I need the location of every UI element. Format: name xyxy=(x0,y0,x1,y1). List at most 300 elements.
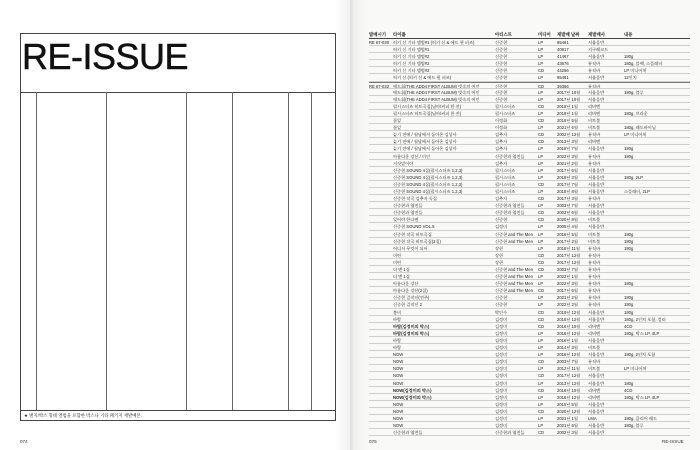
table-row xyxy=(369,280,690,287)
cell-title: 꽃잎 xyxy=(393,125,402,131)
cell-title: NOW(김정미의 박스) xyxy=(393,387,432,393)
cell-artist: 김정미 xyxy=(495,359,508,365)
cell-media: CD xyxy=(538,196,545,202)
cell-reissue-date: 2016년 12월 xyxy=(557,352,581,358)
cell-label: 지구레코드 xyxy=(588,47,609,53)
cell-artist: 김정미 xyxy=(495,401,508,407)
cell-release-period xyxy=(369,344,392,350)
cell-artist: 신중현 xyxy=(495,89,508,95)
cell-artist: 장현 xyxy=(495,245,504,251)
cell-notes xyxy=(624,223,690,229)
cell-title: 신중현 SOUND 4집(펄시스터즈 1,2,3) xyxy=(393,174,463,180)
cell-notes: 180g, 클리어 레드 xyxy=(624,415,658,421)
cell-artist: 신중현 xyxy=(495,96,508,102)
table-row xyxy=(369,209,690,216)
cell-reissue-date: 2017년 10월 xyxy=(557,89,581,95)
cell-artist: 신중현 xyxy=(495,75,508,81)
cell-artist: 펄시스터즈 xyxy=(495,188,516,194)
cell-notes: 180g xyxy=(624,231,634,237)
cell-title: NOW(김정미의 박스) xyxy=(393,394,432,400)
header-media: 미디어 xyxy=(538,32,551,37)
table-row xyxy=(369,415,690,422)
cell-reissue-date: 2017년 6월 xyxy=(557,167,578,173)
page-number-left: 074 xyxy=(20,439,28,444)
cell-label: 뮤직바 xyxy=(588,252,601,258)
cell-notes: 180g, 2인치 포함 xyxy=(624,352,656,358)
cell-artist: 펄시스터즈 xyxy=(495,181,516,187)
cell-release-period xyxy=(369,223,392,229)
cell-artist: 이정화 xyxy=(495,118,508,124)
cell-release-period xyxy=(369,238,392,244)
cell-reissue-date: 95461 xyxy=(557,40,569,45)
cell-release-period xyxy=(369,160,392,166)
table-row xyxy=(369,216,690,223)
cell-media: CD xyxy=(538,118,545,124)
cell-artist: 이정화 xyxy=(495,125,508,131)
cell-notes: 180g, 브라운 xyxy=(624,110,648,116)
cell-reissue-date: 2021년 2월 xyxy=(557,295,578,301)
cell-notes: 180g, 2LP xyxy=(624,174,644,180)
cell-label: 서울음반 xyxy=(588,96,605,102)
cell-release-period xyxy=(369,195,392,201)
cell-media: CD xyxy=(538,316,545,322)
cell-reissue-date: 2017년 7월 xyxy=(557,181,578,187)
cell-media: LP xyxy=(538,174,544,180)
cell-media: CD xyxy=(538,217,545,223)
cell-title: 히키 신 기타 앨범#2 xyxy=(393,61,430,67)
cell-title: 거짓말이야 xyxy=(393,160,414,166)
table-row xyxy=(369,394,690,401)
cell-notes xyxy=(624,287,690,293)
cell-label: 뮤직바 xyxy=(588,153,601,159)
table-row xyxy=(369,330,690,337)
table-row xyxy=(369,195,690,202)
cell-media: CD xyxy=(538,103,545,109)
cell-reissue-date: 2002년 3월 xyxy=(557,430,578,436)
cell-release-period xyxy=(369,74,392,80)
cell-media: LP xyxy=(538,337,544,343)
cell-notes: 180g, 블랙, 스플래터 xyxy=(624,61,663,67)
cell-title: 더 멘 1집 xyxy=(393,274,410,280)
cell-title: 신중현 작곡 김추자 독집 xyxy=(393,196,437,202)
cell-notes xyxy=(624,195,690,201)
cell-notes xyxy=(624,46,690,52)
cell-media: CD xyxy=(538,288,545,294)
cell-release-period xyxy=(369,124,392,130)
cell-reissue-date: 2016년 12월 xyxy=(557,394,581,400)
cell-release-period xyxy=(369,202,392,208)
cell-release-period xyxy=(369,394,392,400)
cell-reissue-date: 95461 xyxy=(557,75,569,81)
cell-release-period xyxy=(369,294,392,300)
table-row xyxy=(369,74,690,81)
cell-notes: LP 미니어처 xyxy=(624,68,647,74)
cell-title: 펄시스터즈 히트곡집(님아/커피 한 잔) xyxy=(393,110,462,116)
cell-media: LP xyxy=(538,352,544,358)
cell-media: LP xyxy=(538,231,544,237)
cell-reissue-date: 2019년 12월 xyxy=(557,309,581,315)
cell-notes: LP 미니어처 xyxy=(624,366,647,372)
cell-title: 늦기 전에 / 월남에서 돌아온 김상사 xyxy=(393,139,457,145)
table-row xyxy=(369,103,690,110)
table-row xyxy=(369,131,690,138)
cell-reissue-date: 2017년 10월 xyxy=(557,96,581,102)
table-row xyxy=(369,117,690,124)
cell-label: 서울음반 xyxy=(588,40,605,45)
cell-artist: 김정미 xyxy=(495,380,508,386)
cell-label: 서울음반 xyxy=(588,401,605,407)
cell-title: NOW xyxy=(393,401,404,407)
cell-artist: 신중현과 엽전들 xyxy=(495,203,525,209)
cell-notes: 180g xyxy=(624,238,634,244)
cell-notes xyxy=(624,408,690,414)
cell-artist: 신중현 and The Men xyxy=(495,281,533,287)
cell-title: 애드훠(THE ADD4 FIRST ALBUM) 빗속의 여인 xyxy=(393,83,480,88)
cell-notes: 180g xyxy=(624,380,634,386)
cell-release-period xyxy=(369,117,392,123)
cell-media: LP xyxy=(538,295,544,301)
cell-artist: 신중현 and The Men xyxy=(495,274,533,280)
cell-reissue-date: 2020년 12월 xyxy=(557,408,581,414)
cell-label: 서울음반 xyxy=(588,408,605,414)
cell-notes xyxy=(624,103,690,109)
table-row xyxy=(369,60,690,67)
table-row xyxy=(369,287,690,294)
table-row xyxy=(369,188,690,195)
cell-artist: 김정미 xyxy=(495,366,508,372)
cell-label: 뮤직바 xyxy=(588,61,601,67)
cell-reissue-date: 2016년 12월 xyxy=(557,316,581,322)
cell-artist: 김정미 xyxy=(495,224,508,230)
cell-label: LMA xyxy=(588,415,597,421)
cell-media: CD xyxy=(538,408,545,414)
cell-artist: 신중현과 엽전들 xyxy=(495,430,525,436)
cell-title: 애드훠(THE ADD4 FIRST ALBUM) 빗속의 여인 xyxy=(393,96,480,102)
cell-media: LP xyxy=(538,302,544,308)
cell-label: 뮤직바 xyxy=(588,288,601,294)
cell-label: 서울음반 xyxy=(588,89,605,95)
cell-artist: 신중현과 엽전들 xyxy=(495,210,525,216)
table-row xyxy=(369,96,690,103)
table-row xyxy=(369,365,690,372)
table-row xyxy=(369,380,690,387)
cell-label: 서울음반 xyxy=(588,174,605,180)
cell-release-period xyxy=(369,103,392,109)
cell-notes: 180g, 박스 LP, 4LP xyxy=(624,330,660,336)
cell-reissue-date: 2022년 1월 xyxy=(557,274,578,280)
cell-reissue-date: 2016년 5월 xyxy=(557,231,578,237)
cell-title: 바람 xyxy=(393,345,402,351)
cell-title: 히키 신 기타 앨범#2 xyxy=(393,68,430,74)
cell-label: 서울음반 xyxy=(588,309,605,315)
cell-release-period xyxy=(369,408,392,414)
cell-media: CD xyxy=(538,139,545,145)
cell-title: 어디서 무엇이 되어 xyxy=(393,245,428,251)
cell-notes: 180g xyxy=(624,295,634,301)
cell-release-period xyxy=(369,209,392,215)
cell-media: LP xyxy=(538,245,544,251)
cell-release-period xyxy=(369,429,392,435)
cell-media: LP xyxy=(538,330,544,336)
cell-media: CD xyxy=(538,387,545,393)
cell-notes: LP 미니어처 xyxy=(624,132,647,138)
cell-artist: 신중현 xyxy=(495,83,508,88)
cell-title: 신중현 SOUND 4집(펄시스터즈 1,2,3) xyxy=(393,188,463,194)
cell-title: 미련 xyxy=(393,259,402,265)
cell-media: LP xyxy=(538,75,544,81)
cell-label: 뮤직바 xyxy=(588,281,601,287)
cell-title: NOW xyxy=(393,373,404,379)
cell-title: 아름다운 강산(2집) xyxy=(393,288,428,294)
cell-label: 뮤직바 xyxy=(588,274,601,280)
cell-media: LP xyxy=(538,394,544,400)
cell-label: 서울음반 xyxy=(588,430,605,436)
cell-reissue-date: 2015년 5월 xyxy=(557,401,578,407)
cell-artist: 신중현 and The Men xyxy=(495,231,533,237)
cell-release-period xyxy=(369,351,392,357)
cell-label: 뮤직바 xyxy=(588,160,601,166)
cell-notes xyxy=(624,216,690,222)
cell-reissue-date: 2017년 12월 xyxy=(557,373,581,379)
page-number-right: 075 xyxy=(369,439,377,444)
cell-release-period xyxy=(369,287,392,293)
cell-artist: 신중현 xyxy=(495,302,508,308)
cell-reissue-date: 2018년 7월 xyxy=(557,146,578,152)
cell-artist: 장현 xyxy=(495,259,504,265)
cell-media: LP xyxy=(538,89,544,95)
table-row xyxy=(369,231,690,238)
cell-title: 봄비 xyxy=(393,309,402,315)
cell-label: 리버맨 xyxy=(588,323,601,329)
cell-notes xyxy=(624,83,690,88)
cell-media: CD xyxy=(538,181,545,187)
cell-notes xyxy=(624,181,690,187)
table-row xyxy=(369,323,690,330)
cell-release-period xyxy=(369,252,392,258)
cell-reissue-date: 2020년 8월 xyxy=(557,217,578,223)
table-row xyxy=(369,67,690,74)
cell-media: LP xyxy=(538,188,544,194)
cell-release-period xyxy=(369,245,392,251)
cell-release-period xyxy=(369,387,392,393)
cell-release-period xyxy=(369,422,392,428)
cell-label: 서울음반 xyxy=(588,188,605,194)
table-row xyxy=(369,167,690,174)
cell-release-period xyxy=(369,330,392,336)
cell-title: 신중현 작곡 히트곡집 xyxy=(393,231,432,237)
cell-label: 뮤직바 xyxy=(588,302,601,308)
cell-notes xyxy=(624,259,690,265)
cell-label: 리버맨 xyxy=(588,110,601,116)
cell-artist: 김추자 xyxy=(495,196,508,202)
cell-reissue-date: 2021년 1월 xyxy=(557,415,578,421)
cell-label: 서울음반 xyxy=(588,380,605,386)
cell-release-period xyxy=(369,67,392,73)
cell-artist: 김정미 xyxy=(495,337,508,343)
cell-media: CD xyxy=(538,210,545,216)
cell-title: 바람 xyxy=(393,337,402,343)
cell-artist: 김정미 xyxy=(495,316,508,322)
cell-media: LP xyxy=(538,224,544,230)
table-row xyxy=(369,422,690,429)
cell-label: 뮤직바 xyxy=(588,267,601,272)
cell-label: 리버맨 xyxy=(588,387,601,393)
cell-release-period: RE 67-030 xyxy=(369,40,390,45)
cell-media: LP xyxy=(538,281,544,287)
cell-artist: 김정미 xyxy=(495,323,508,329)
cell-media: CD xyxy=(538,309,545,315)
grid-line xyxy=(311,92,312,410)
cell-notes: 180g xyxy=(624,153,634,159)
cell-title: 펄시스터즈 히트곡집(님아/커피 한 잔) xyxy=(393,103,462,109)
cell-release-period xyxy=(369,153,392,159)
cell-reissue-date: 2003년 7월 xyxy=(557,359,578,365)
cell-title: 아름다운 강산 / 미인 xyxy=(393,153,431,159)
table-row xyxy=(369,238,690,245)
cell-notes: 180g, 블루 xyxy=(624,89,644,95)
cell-title: 잊어야 한다면 xyxy=(393,217,419,223)
cell-notes xyxy=(624,252,690,258)
cell-artist: 신중현 xyxy=(495,68,508,74)
cell-reissue-date: 2003년 7월 xyxy=(557,203,578,209)
cell-title: 히키 신 (히키 신 & 에드 원 퍼즈) xyxy=(393,75,452,81)
cell-label: 비트볼 xyxy=(588,125,601,131)
cell-notes: 4CD xyxy=(624,387,633,393)
page-title: RE-ISSUE xyxy=(22,36,189,77)
cell-media: LP xyxy=(538,47,544,53)
grid-line xyxy=(186,92,187,410)
cell-notes xyxy=(624,117,690,123)
cell-reissue-date: 2012년 11월 xyxy=(557,366,580,372)
cell-artist: 김정미 xyxy=(495,330,508,336)
cell-label: 서울음반 xyxy=(588,210,605,216)
cell-title: 신중현과 엽전들 xyxy=(393,203,423,209)
cell-release-period xyxy=(369,138,392,144)
cell-media: LP xyxy=(538,345,544,351)
cell-label: 비트볼 xyxy=(588,366,601,372)
cell-reissue-date: 44256 xyxy=(557,68,569,74)
cell-release-period xyxy=(369,110,392,116)
cell-artist: 박인수 xyxy=(495,309,508,315)
cell-notes: 180g, 블루 xyxy=(624,423,644,429)
header-artist: 아티스트 xyxy=(495,32,512,37)
cell-media: CD xyxy=(538,267,545,272)
cell-release-period xyxy=(369,309,392,315)
cell-release-period xyxy=(369,280,392,286)
cell-notes xyxy=(624,160,690,166)
cell-media: LP xyxy=(538,160,544,166)
cell-notes: 180g xyxy=(624,309,634,315)
cell-artist: 김추자 xyxy=(495,146,508,152)
cell-label: 뮤직바 xyxy=(588,132,601,138)
cell-title: 신중현 걸작선(연주) xyxy=(393,295,430,301)
table-row xyxy=(369,358,690,365)
cell-title: 애드훠(THE ADD4 FIRST ALBUM) 빗속의 여인 xyxy=(393,89,480,95)
cell-media: LP xyxy=(538,423,544,429)
table-row xyxy=(369,294,690,301)
cell-release-period xyxy=(369,96,392,102)
cell-reissue-date: 2018년 8월 xyxy=(557,188,578,194)
cell-media: CD xyxy=(538,259,545,265)
cell-media: LP xyxy=(538,96,544,102)
cell-title: 더 멘 1집 xyxy=(393,267,410,272)
cell-release-period xyxy=(369,259,392,265)
cell-notes xyxy=(624,344,690,350)
cell-title: 히키 신 기타 앨범#1 xyxy=(393,47,430,53)
cell-reissue-date: 2013년 3월 xyxy=(557,139,578,145)
cell-title: 히키 신 기타 앨범#1 (히키 신 & 에드 퀸 퍼즈) xyxy=(393,40,475,45)
table-row xyxy=(369,408,690,415)
cell-title: NOW xyxy=(393,408,404,414)
cell-media: LP xyxy=(538,380,544,386)
cell-media: CD xyxy=(538,132,545,138)
cell-reissue-date: 2017년 3월 xyxy=(557,196,578,202)
footnote: ★ 별지/박스 형태 앨범을 포함한 박스나 기타 패키지 재발매본. xyxy=(24,413,142,418)
cell-title: 신중현과 엽전들 xyxy=(393,430,423,436)
cell-artist: 신중현 xyxy=(495,217,508,223)
cell-label: 리버맨 xyxy=(588,394,601,400)
table-row xyxy=(369,337,690,344)
cell-notes: 180g xyxy=(624,281,634,287)
cell-label: 서울음반 xyxy=(588,337,605,343)
cell-title: NOW xyxy=(393,380,404,386)
cell-label: 서울음반 xyxy=(588,352,605,358)
cell-notes: 180g xyxy=(624,302,634,308)
cell-label: 리버맨 xyxy=(588,330,601,336)
cell-artist: 펄시스터즈 xyxy=(495,167,516,173)
cell-title: 바람 xyxy=(393,316,402,322)
cell-media: CD xyxy=(538,252,545,258)
cell-media: LP xyxy=(538,61,544,67)
table-row xyxy=(369,252,690,259)
cell-label: 비트볼 xyxy=(588,238,601,244)
grid-line xyxy=(36,92,37,410)
cell-artist: 김추자 xyxy=(495,160,508,166)
cell-title: 신중현 SOUND VOL.5 xyxy=(393,224,435,230)
cell-notes xyxy=(624,138,690,144)
cell-title: 꽃잎 xyxy=(393,118,402,124)
cell-artist: 김정미 xyxy=(495,387,508,393)
cell-release-period xyxy=(369,131,392,137)
cell-title: NOW xyxy=(393,366,404,372)
cell-reissue-date: 2018년 1월 xyxy=(557,103,578,109)
cell-artist: 신중현과 엽전들 xyxy=(495,153,525,159)
cell-reissue-date: 2013년 12월 xyxy=(557,380,581,386)
cell-notes: 4CD xyxy=(624,323,633,329)
cell-label: 리버맨 xyxy=(588,103,601,109)
cell-notes: 180g, 박스 LP, 4LP xyxy=(624,394,660,400)
cell-reissue-date: 2018년 11월 xyxy=(557,245,580,251)
cell-release-period xyxy=(369,145,392,151)
cell-reissue-date: 2021년 6월 xyxy=(557,125,578,131)
header-reissue-date: 재발매 날짜 xyxy=(557,32,580,37)
cell-media: LP xyxy=(538,54,544,60)
header-notes: 내용 xyxy=(624,32,633,37)
cell-media: LP xyxy=(538,203,544,209)
cell-release-period xyxy=(369,89,392,95)
table-row xyxy=(369,223,690,230)
cell-release-period xyxy=(369,181,392,187)
cell-title: 아름다운 강산 xyxy=(393,281,419,287)
reissue-table xyxy=(369,31,690,436)
cell-artist: 신중현 and The Men xyxy=(495,288,533,294)
cell-label: 서울음반 xyxy=(588,167,605,173)
cell-artist: 장현 xyxy=(495,252,504,258)
table-row xyxy=(369,309,690,316)
cell-label: 비트볼 xyxy=(588,118,601,124)
running-title: RE-ISSUE xyxy=(662,439,684,444)
cell-release-period xyxy=(369,316,392,322)
